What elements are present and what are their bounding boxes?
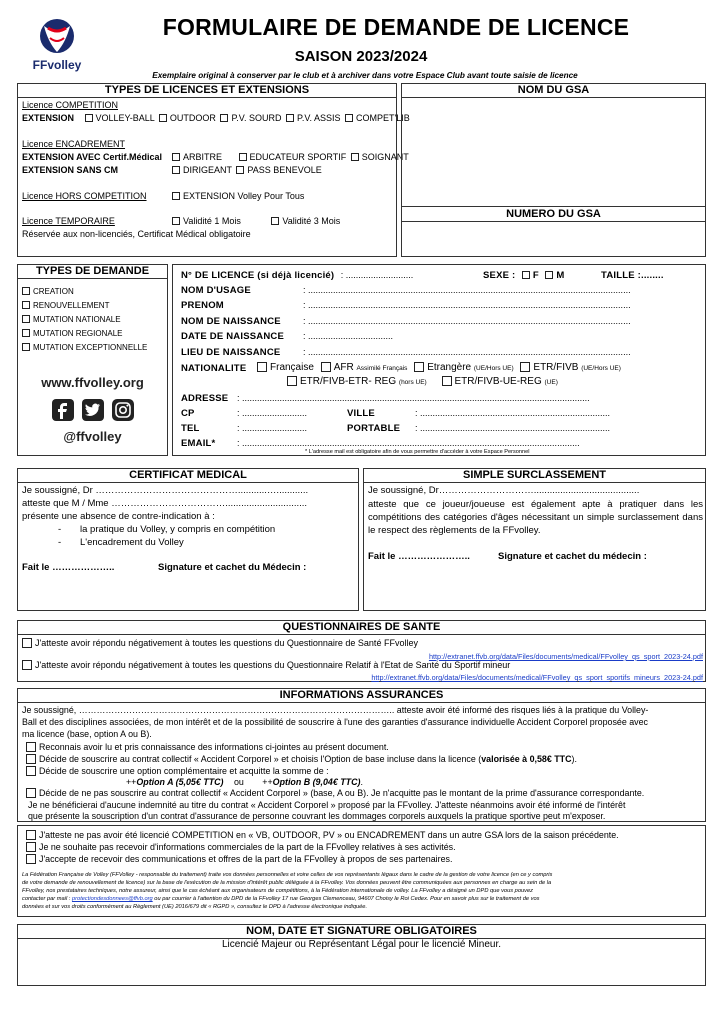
checkbox[interactable] bbox=[545, 271, 553, 279]
checkbox[interactable] bbox=[522, 271, 530, 279]
licence-types-header: TYPES DE LICENCES ET EXTENSIONS bbox=[18, 84, 396, 98]
nat-francaise-option[interactable]: Française bbox=[257, 362, 314, 373]
licence-temporaire-title: Licence TEMPORAIRE bbox=[22, 216, 115, 226]
assurances-options: ++Option A (5,05€ TTC) ou ++Option B (9,04€ TTC). bbox=[126, 777, 363, 787]
demande-option[interactable]: MUTATION NATIONALE bbox=[22, 315, 121, 324]
sexe-f-option[interactable]: F bbox=[522, 270, 539, 280]
checkbox[interactable] bbox=[85, 114, 93, 122]
checkbox[interactable] bbox=[414, 362, 424, 372]
gsa-name-field[interactable] bbox=[402, 98, 705, 206]
checkbox[interactable] bbox=[271, 217, 279, 225]
assurances-c4[interactable]: Décide de ne pas souscrire au contrat collectif « Accident Corporel » (base, A ou B). Je n'acquitte pas le montant de la prime d'assurance correspondante. bbox=[26, 788, 644, 798]
competition-row bbox=[22, 113, 410, 123]
temporaire-options bbox=[172, 216, 340, 226]
checkbox[interactable] bbox=[520, 362, 530, 372]
rgpd-p4: contacter par mail : protectiondesdonnees@ffvb.org ou par courrier à l'attention du DPD de la FFvolley 17 rue Georges Clemenceau, 94607 Choisy le Roi Cedex. Pour en savoir plus sur le traitement de vos bbox=[22, 896, 540, 902]
checkbox[interactable] bbox=[22, 287, 30, 295]
tel-field[interactable]: : .......................... bbox=[237, 423, 308, 433]
checkbox[interactable] bbox=[287, 376, 297, 386]
surclassement-signature: Signature et cachet du médecin : bbox=[498, 551, 647, 562]
extension-label: EXTENSION bbox=[22, 113, 75, 123]
prenom-field[interactable]: : ................................................................................................................................. bbox=[303, 300, 631, 310]
surclassement-header: SIMPLE SURCLASSEMENT bbox=[364, 469, 705, 483]
nationalite-label: NATIONALITE bbox=[181, 363, 247, 374]
sexe-row bbox=[483, 270, 664, 281]
email-field[interactable]: : ....................................................................................................................................... bbox=[237, 438, 580, 448]
ext-certif-options bbox=[172, 152, 409, 162]
competition-option[interactable]: P.V. ASSIS bbox=[286, 113, 341, 123]
facebook-icon[interactable] bbox=[52, 399, 74, 421]
temporaire-note: Réservée aux non-licenciés, Certificat Médical obligatoire bbox=[22, 229, 251, 239]
sante-box bbox=[17, 620, 706, 682]
ext-sans-label: EXTENSION SANS CM bbox=[22, 165, 119, 175]
licence-types-box bbox=[17, 83, 410, 257]
checkbox[interactable] bbox=[22, 660, 32, 670]
ext-certif-option[interactable]: ARBITRE bbox=[172, 152, 222, 162]
portable-field[interactable]: : ............................................................................ bbox=[415, 423, 611, 433]
logo-text: FFvolley bbox=[32, 58, 82, 72]
cp-label: CP bbox=[181, 408, 195, 419]
cp-field[interactable]: : .......................... bbox=[237, 408, 308, 418]
checkbox[interactable] bbox=[26, 830, 36, 840]
option-b[interactable]: ++Option B (9,04€ TTC). bbox=[262, 777, 363, 787]
signature-box bbox=[17, 924, 706, 986]
ffvolley-logo bbox=[26, 14, 88, 72]
competition-option[interactable]: VOLLEY-BALL bbox=[85, 113, 155, 123]
checkbox[interactable] bbox=[26, 788, 36, 798]
instagram-icon[interactable] bbox=[112, 399, 134, 421]
nationalite-options-row1 bbox=[257, 362, 621, 373]
checkbox[interactable] bbox=[172, 192, 180, 200]
temporaire-option[interactable]: Validité 3 Mois bbox=[271, 216, 340, 226]
ext-sans-option[interactable]: PASS BENEVOLE bbox=[236, 165, 321, 175]
checkbox[interactable] bbox=[321, 362, 331, 372]
signature-subtitle: Licencié Majeur ou Représentant Légal pour le licencié Mineur. bbox=[221, 939, 502, 950]
checkbox[interactable] bbox=[22, 638, 32, 648]
attestation-2[interactable]: Je ne souhaite pas recevoir d'informations commerciales de la part de la FFvolley relatives à ses activités. bbox=[26, 842, 456, 852]
certificat-header: CERTIFICAT MEDICAL bbox=[18, 469, 358, 483]
assurances-intro3: ma licence (base, option A ou B). bbox=[22, 729, 152, 739]
surclassement-text: atteste que ce joueur/joueuse est également apte à pratiquer dans les compétitions des catégories d'âges nécessitant un simple surclassement dans le respect des règlements de la FFvolley. bbox=[368, 499, 703, 536]
checkbox[interactable] bbox=[351, 153, 359, 161]
assurances-header: INFORMATIONS ASSURANCES bbox=[18, 689, 705, 703]
ext-certif-option[interactable]: EDUCATEUR SPORTIF bbox=[239, 152, 347, 162]
checkbox[interactable] bbox=[26, 766, 36, 776]
attestation-1[interactable]: J'atteste ne pas avoir été licencié COMPETITION en « VB, OUTDOOR, PV » ou ENCADREMENT dans un autre GSA lors de la saison précédente. bbox=[26, 830, 619, 840]
demande-option[interactable]: CREATION bbox=[22, 287, 74, 296]
ext-sans-option[interactable]: DIRIGEANT bbox=[172, 165, 232, 175]
ext-certif-label: EXTENSION AVEC Certif.Médical bbox=[22, 152, 163, 162]
page-title: FORMULAIRE DE DEMANDE DE LICENCE bbox=[162, 14, 630, 40]
certificat-fait-le[interactable]: Fait le ……………….. bbox=[22, 562, 115, 573]
nat-afr-option[interactable]: AFR Assimilé Français bbox=[321, 362, 408, 373]
assurances-c4c: que présente la souscription d'un contrat d'assurance de personne couvrant les dommages corporels auxquels la pratique sportive peut m'exposer. bbox=[28, 811, 606, 821]
assurances-c1[interactable]: Reconnais avoir lu et pris connaissance des informations ci-jointes au présent document. bbox=[26, 742, 389, 752]
nom-usage-field[interactable]: : ................................................................................................................................. bbox=[303, 285, 631, 295]
checkbox[interactable] bbox=[286, 114, 294, 122]
certificat-line2[interactable]: atteste que M / Mme ………………………………............................... bbox=[22, 498, 308, 509]
demande-box bbox=[17, 264, 168, 456]
signature-header: NOM, DATE ET SIGNATURE OBLIGATOIRES bbox=[18, 925, 705, 939]
licence-number-field[interactable]: : ........................... bbox=[340, 270, 414, 280]
social-icons bbox=[52, 399, 136, 423]
checkbox[interactable] bbox=[22, 329, 30, 337]
adresse-field[interactable]: : ........................................................................................................................................... bbox=[237, 393, 590, 403]
checkbox[interactable] bbox=[220, 114, 228, 122]
rgpd-p5: données et sur vos droits conformément au Règlement (UE) 2016/679 dit « RGPD », consultez le DPD à l'adresse électronique indiquée. bbox=[22, 904, 368, 910]
checkbox[interactable] bbox=[345, 114, 353, 122]
nom-naissance-field[interactable]: : ................................................................................................................................. bbox=[303, 316, 631, 326]
nat-etr-fivb-ue-reg-option[interactable]: ETR/FIVB-UE-REG (UE) bbox=[442, 376, 558, 387]
identity-box bbox=[172, 264, 706, 456]
checkbox[interactable] bbox=[22, 301, 30, 309]
checkbox[interactable] bbox=[172, 153, 180, 161]
email-note: * L'adresse mail est obligatoire afin de vous permettre d'accéder à votre Espace Personnel bbox=[305, 449, 530, 455]
certificat-box bbox=[17, 468, 359, 611]
portable-label: PORTABLE bbox=[347, 423, 401, 434]
sante-header: QUESTIONNAIRES DE SANTE bbox=[18, 621, 705, 635]
ext-certif-option[interactable]: SOIGNANT bbox=[351, 152, 409, 162]
surclassement-fait-le[interactable]: Fait le ………………….. bbox=[368, 551, 470, 562]
assurances-intro1[interactable]: Je soussigné, …………………………………………………………………………………………….. atteste avoir été informé des risques liés à la pratique du Volley- bbox=[22, 705, 649, 715]
prenom-label: PRENOM bbox=[181, 300, 224, 311]
sante-q1[interactable]: J'atteste avoir répondu négativement à toutes les questions du Questionnaire de Santé FFvolley bbox=[22, 638, 418, 648]
checkbox[interactable] bbox=[26, 742, 36, 752]
checkbox[interactable] bbox=[172, 217, 180, 225]
gsa-box bbox=[401, 83, 706, 257]
attestation-3[interactable]: J'accepte de recevoir des communications et offres de la part de la FFvolley à propos de ses partenaires. bbox=[26, 854, 452, 864]
assurances-c2[interactable]: Décide de souscrire au contrat collectif « Accident Corporel » et choisis l'Option de base incluse dans la licence (valorisée à 0,58€ TTC). bbox=[26, 754, 577, 764]
checkbox[interactable] bbox=[22, 343, 30, 351]
adresse-label: ADRESSE bbox=[181, 393, 229, 404]
checkbox[interactable] bbox=[26, 854, 36, 864]
sexe-label: SEXE : bbox=[483, 270, 516, 281]
rgpd-p1: La Fédération Française de Volley (FFVolley - responsable du traitement) traite vos données personnelles et voire celles de vos représentants légaux dans le cadre de la gestion de votre licence (en ce y compris bbox=[22, 872, 553, 878]
website-link[interactable]: www.ffvolley.org bbox=[41, 375, 144, 390]
date-naissance-field[interactable]: : .................................. bbox=[303, 331, 394, 341]
certificat-line3: présente une absence de contre-indication à : bbox=[22, 511, 215, 522]
twitter-icon[interactable] bbox=[82, 399, 104, 421]
lieu-naissance-field[interactable]: : ................................................................................................................................. bbox=[303, 347, 631, 357]
ffvolley-ball-icon bbox=[26, 14, 88, 60]
competition-option[interactable]: P.V. SOURD bbox=[220, 113, 281, 123]
licence-number-row bbox=[181, 270, 413, 281]
tel-label: TEL bbox=[181, 423, 200, 434]
certificat-signature: Signature et cachet du Médecin : bbox=[158, 562, 307, 573]
assurances-intro2: Ball et des disciplines associées, de mon intérêt et de la possibilité de souscrire à l'une des garanties d'assurance individuelle Accident Corporel proposée avec bbox=[22, 717, 648, 727]
temporaire-option[interactable]: Validité 1 Mois bbox=[172, 216, 241, 226]
assurances-c4b: Je ne bénéficierai d'aucune indemnité au titre du contrat « Accident Corporel » proposé par la FFvolley. J'atteste néanmoins avoir été informé de l'intérêt bbox=[28, 800, 626, 810]
surclassement-box bbox=[363, 468, 706, 611]
checkbox[interactable] bbox=[172, 166, 180, 174]
gsa-name-header: NOM DU GSA bbox=[402, 84, 705, 98]
licence-encadrement-title: Licence ENCADREMENT bbox=[22, 139, 126, 149]
licence-hors-comp-title: Licence HORS COMPETITION bbox=[22, 191, 147, 201]
licence-competition-title: Licence COMPETITION bbox=[22, 100, 119, 110]
nat-etrangere-option[interactable]: Etrangère (UE/Hors UE) bbox=[414, 362, 513, 373]
checkbox[interactable] bbox=[442, 376, 452, 386]
nat-etr-fivb-etr-reg-option[interactable]: ETR/FIVB-ETR- REG (hors UE) bbox=[287, 376, 427, 387]
certificat-line1[interactable]: Je soussigné, Dr ………………………………………...........…............ bbox=[22, 485, 309, 496]
header-subtitle: Exemplaire original à conserver par le club et à archiver dans votre Espace Club avant toute saisie de licence bbox=[152, 71, 578, 80]
checkbox[interactable] bbox=[26, 754, 36, 764]
checkbox[interactable] bbox=[22, 315, 30, 323]
rgpd-email-link[interactable]: protectiondesdonnees@ffvb.org bbox=[71, 896, 153, 902]
checkbox[interactable] bbox=[159, 114, 167, 122]
assurances-box bbox=[17, 688, 706, 822]
checkbox[interactable] bbox=[257, 362, 267, 372]
email-label: EMAIL* bbox=[181, 438, 216, 449]
sante-q2[interactable]: J'atteste avoir répondu négativement à toutes les questions du Questionnaire Relatif à l'Etat de Santé du Sportif mineur bbox=[22, 660, 510, 670]
rgpd-p2: de votre demande de renouvellement de licence) sur la base de l'exécution de la mission d'intérêt public déléguée à la FFvolley. Vos données peuvent être communiquées aux personnes en charge au sein de la bbox=[22, 880, 552, 886]
social-handle: @ffvolley bbox=[63, 429, 122, 444]
gsa-number-header: NUMERO DU GSA bbox=[402, 206, 705, 222]
certificat-item2: - L'encadrement du Volley bbox=[58, 537, 184, 548]
season-title: SAISON 2023/2024 bbox=[294, 48, 428, 65]
taille-field[interactable]: TAILLE :........ bbox=[601, 270, 664, 281]
sexe-m-option[interactable]: M bbox=[545, 270, 564, 280]
checkbox[interactable] bbox=[26, 842, 36, 852]
nom-usage-label: NOM D'USAGE bbox=[181, 285, 251, 296]
surclassement-line1[interactable]: Je soussigné, Dr…………………………........................................ bbox=[368, 485, 640, 496]
option-a[interactable]: ++Option A (5,05€ TTC) bbox=[126, 777, 224, 787]
sante-q2-link[interactable]: http://extranet.ffvb.org/data/Files/documents/medical/FFvolley_qs_sport_sportifs_mineurs_2023-24.pdf bbox=[371, 673, 703, 682]
nat-etr-fivb-option[interactable]: ETR/FIVB (UE/Hors UE) bbox=[520, 362, 621, 373]
date-naissance-label: DATE DE NAISSANCE bbox=[181, 331, 284, 342]
nationalite-options-row2 bbox=[287, 376, 558, 387]
licence-number-label: N° DE LICENCE (si déjà licencié) bbox=[181, 270, 335, 281]
assurances-c3[interactable]: Décide de souscrire une option complémentaire et acquitte la somme de : bbox=[26, 766, 329, 776]
sante-q1-link[interactable]: http://extranet.ffvb.org/data/Files/documents/medical/FFvolley_qs_sport_2023-24.pdf bbox=[428, 652, 703, 661]
demande-option[interactable]: RENOUVELLEMENT bbox=[22, 301, 109, 310]
demande-option[interactable]: MUTATION REGIONALE bbox=[22, 329, 123, 338]
rgpd-p3: FFvolley, nos prestataires techniques, notre assureur, ainsi que le cas échéant aux organisateurs de compétitions, à la Fédération internationale de volley. La FFvolley a désigné un DPD que vous pouvez bbox=[22, 888, 534, 894]
certificat-item1: - la pratique du Volley, y compris en compétition bbox=[58, 524, 276, 535]
ville-field[interactable]: : ............................................................................ bbox=[415, 408, 611, 418]
demande-header: TYPES DE DEMANDE bbox=[18, 265, 167, 279]
ext-sans-options bbox=[172, 165, 322, 175]
checkbox[interactable] bbox=[239, 153, 247, 161]
lieu-naissance-label: LIEU DE NAISSANCE bbox=[181, 347, 281, 358]
demande-option[interactable]: MUTATION EXCEPTIONNELLE bbox=[22, 343, 147, 352]
signature-field[interactable] bbox=[18, 953, 705, 985]
hors-comp-option[interactable]: EXTENSION Volley Pour Tous bbox=[172, 191, 304, 201]
gsa-number-field[interactable] bbox=[402, 222, 705, 256]
nom-naissance-label: NOM DE NAISSANCE bbox=[181, 316, 281, 327]
competition-option[interactable]: OUTDOOR bbox=[159, 113, 216, 123]
checkbox[interactable] bbox=[236, 166, 244, 174]
competition-option[interactable]: COMPET'LIB bbox=[345, 113, 410, 123]
attestations-box bbox=[17, 825, 706, 917]
ville-label: VILLE bbox=[347, 408, 375, 419]
